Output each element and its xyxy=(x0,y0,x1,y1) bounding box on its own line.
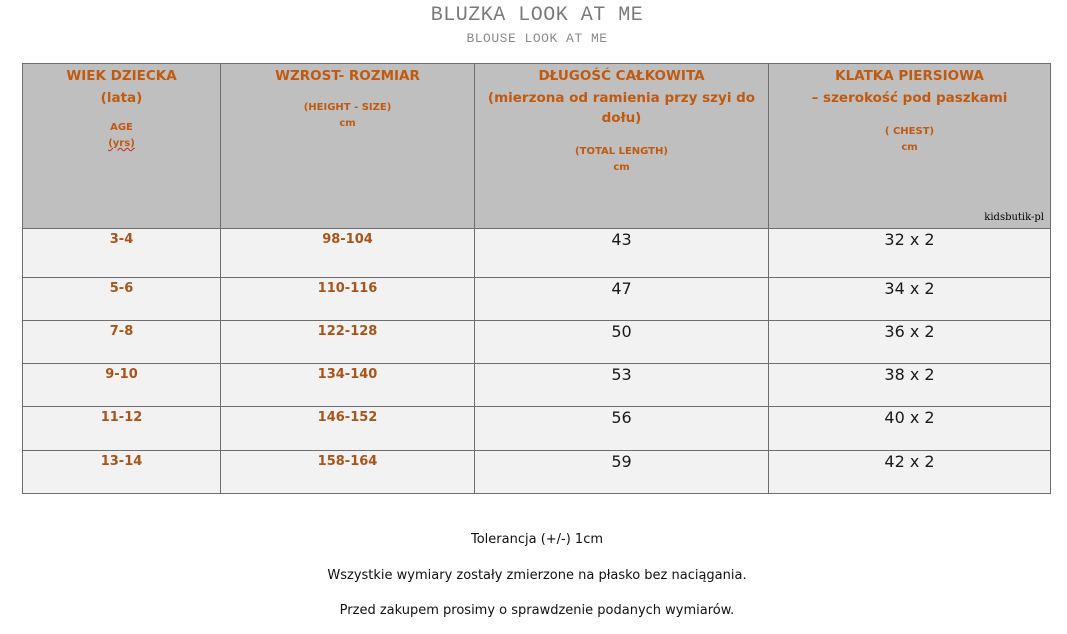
cell-height: 98-104 xyxy=(221,229,475,278)
cell-length: 56 xyxy=(475,407,769,451)
table-row xyxy=(23,451,1051,494)
cell-chest: 32 x 2 xyxy=(769,229,1051,278)
header-chest-title: KLATKA PIERSIOWA xyxy=(835,68,984,84)
header-chest-desc: – szerokość pod paszkami xyxy=(811,90,1008,106)
header-chest-en: ( CHEST) xyxy=(884,126,935,137)
cell-chest: 40 x 2 xyxy=(769,407,1051,451)
header-chest-unit: cm xyxy=(901,142,918,153)
table-row xyxy=(23,321,1051,364)
header-age-en-unit: (yrs) xyxy=(108,138,135,149)
header-height xyxy=(221,64,475,229)
verify-note: Przed zakupem prosimy o sprawdzenie podanych wymiarów. xyxy=(339,603,735,618)
cell-length: 59 xyxy=(475,451,769,494)
cell-height: 158-164 xyxy=(221,451,475,494)
page-subtitle: BLOUSE LOOK AT ME xyxy=(466,31,608,46)
cell-height: 134-140 xyxy=(221,364,475,407)
watermark-text: kidsbutik-pl xyxy=(984,212,1044,223)
cell-height: 122-128 xyxy=(221,321,475,364)
cell-age: 13-14 xyxy=(23,451,221,494)
cell-age: 9-10 xyxy=(23,364,221,407)
tolerance-note: Tolerancja (+/-) 1cm xyxy=(470,532,604,547)
header-length-unit: cm xyxy=(613,162,630,173)
cell-chest: 34 x 2 xyxy=(769,278,1051,321)
header-age-en: AGE xyxy=(110,122,133,133)
page-title: BLUZKA LOOK AT ME xyxy=(430,4,644,27)
measurement-note: Wszystkie wymiary zostały zmierzone na płasko bez naciągania. xyxy=(327,568,747,583)
header-height-unit: cm xyxy=(339,118,356,129)
cell-length: 50 xyxy=(475,321,769,364)
cell-height: 110-116 xyxy=(221,278,475,321)
cell-age: 5-6 xyxy=(23,278,221,321)
size-table xyxy=(22,63,1051,494)
header-age-unit: (lata) xyxy=(100,90,143,106)
cell-age: 7-8 xyxy=(23,321,221,364)
header-age-title: WIEK DZIECKA xyxy=(66,68,177,84)
cell-height: 146-152 xyxy=(221,407,475,451)
cell-age: 3-4 xyxy=(23,229,221,278)
cell-length: 53 xyxy=(475,364,769,407)
header-length-title: DŁUGOŚĆ CAŁKOWITA xyxy=(538,68,705,84)
header-length-desc: (mierzona od ramienia przy szyi do dołu) xyxy=(487,90,756,126)
header-age xyxy=(23,64,221,229)
table-header-row xyxy=(23,64,1051,229)
table-row xyxy=(23,407,1051,451)
header-chest xyxy=(769,64,1051,229)
header-length xyxy=(475,64,769,229)
cell-age: 11-12 xyxy=(23,407,221,451)
table-row xyxy=(23,229,1051,278)
table-row xyxy=(23,364,1051,407)
cell-chest: 38 x 2 xyxy=(769,364,1051,407)
header-length-en: (TOTAL LENGTH) xyxy=(575,146,668,157)
header-height-en: (HEIGHT - SIZE) xyxy=(303,102,392,113)
cell-length: 47 xyxy=(475,278,769,321)
cell-chest: 42 x 2 xyxy=(769,451,1051,494)
cell-chest: 36 x 2 xyxy=(769,321,1051,364)
header-height-title: WZROST- ROZMIAR xyxy=(275,68,420,84)
table-row xyxy=(23,278,1051,321)
cell-length: 43 xyxy=(475,229,769,278)
